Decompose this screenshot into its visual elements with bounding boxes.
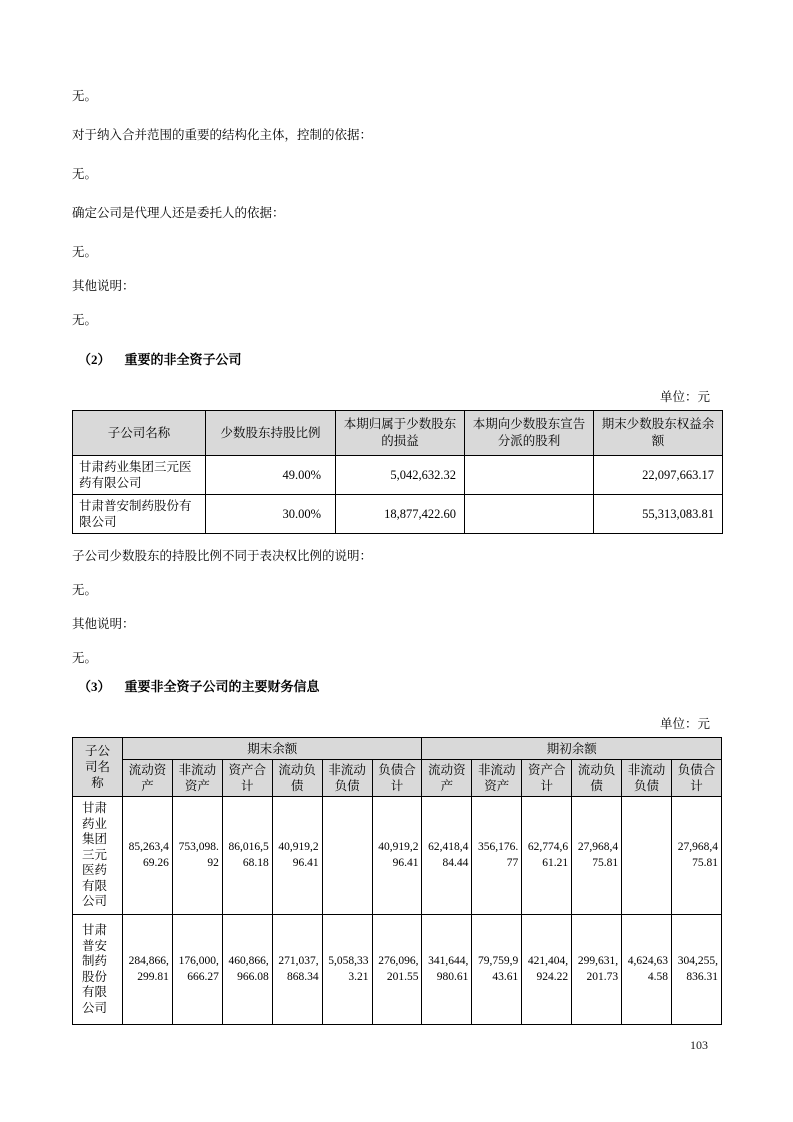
metric-header-current-assets: 流动资产 — [422, 760, 472, 797]
amount-cell: 753,098.92 — [172, 797, 222, 915]
table-subheader-row — [73, 760, 722, 797]
subsidiary-name-cell: 甘肃药业集团三元医药有限公司 — [73, 456, 206, 495]
metric-header-total-assets: 资产合计 — [522, 760, 572, 797]
paragraph: 无。 — [72, 651, 98, 665]
subsidiary-name-cell: 甘肃药业集团三元医药有限公司 — [73, 797, 123, 915]
amount-cell: 86,016,568.18 — [222, 797, 272, 915]
metric-header-total-assets: 资产合计 — [222, 760, 272, 797]
table-row — [73, 915, 722, 1025]
metric-header-current-liabilities: 流动负债 — [272, 760, 322, 797]
table-header-row — [73, 411, 723, 456]
amount-cell: 5,042,632.32 — [336, 456, 465, 495]
page-number: 103 — [690, 1038, 708, 1052]
amount-cell — [322, 797, 372, 915]
amount-cell: 40,919,296.41 — [372, 797, 422, 915]
minority-shareholders-table — [72, 410, 723, 534]
amount-cell: 22,097,663.17 — [594, 456, 723, 495]
amount-cell: 421,404,924.22 — [522, 915, 572, 1025]
amount-cell: 27,968,475.81 — [572, 797, 622, 915]
section-heading-2 — [78, 351, 722, 368]
metric-header-noncurrent-assets: 非流动资产 — [172, 760, 222, 797]
paragraph: 确定公司是代理人还是委托人的依据： — [72, 206, 285, 220]
subsidiary-financials-table — [72, 737, 722, 1025]
header-cell-dividends-declared: 本期向少数股东宣告 分派的股利 — [465, 411, 594, 456]
metric-header-current-assets: 流动资产 — [123, 760, 173, 797]
section-number: （3） — [78, 679, 111, 694]
subsidiary-name-cell: 甘肃普安制药股份有限公司 — [73, 495, 206, 534]
amount-cell: 79,759,943.61 — [472, 915, 522, 1025]
header-cell-ending-equity: 期末少数股东权益余 额 — [594, 411, 723, 456]
ratio-cell: 49.00% — [206, 456, 336, 495]
unit-label: 单位：元 — [659, 717, 710, 731]
notes-block — [72, 548, 722, 666]
header-cell-minority-ratio: 少数股东持股比例 — [206, 411, 336, 456]
unit-label: 单位：元 — [659, 390, 710, 404]
amount-cell: 40,919,296.41 — [272, 797, 322, 915]
table-group-header-row — [73, 738, 722, 760]
metric-header-noncurrent-liabilities: 非流动负债 — [622, 760, 672, 797]
paragraph: 对于纳入合并范围的重要的结构化主体，控制的依据： — [72, 128, 373, 142]
amount-cell: 271,037,868.34 — [272, 915, 322, 1025]
amount-cell — [465, 456, 594, 495]
amount-cell: 27,968,475.81 — [671, 797, 721, 915]
amount-cell: 55,313,083.81 — [594, 495, 723, 534]
paragraph: 无。 — [72, 167, 98, 181]
amount-cell — [622, 797, 672, 915]
paragraph: 无。 — [72, 313, 98, 327]
amount-cell: 62,418,484.44 — [422, 797, 472, 915]
metric-header-total-liabilities: 负债合计 — [671, 760, 721, 797]
table-row — [73, 797, 722, 915]
period-end-group-header: 期末余额 — [123, 738, 422, 760]
section-heading-3 — [78, 678, 722, 695]
header-cell-pl-attributable: 本期归属于少数股东 的损益 — [336, 411, 465, 456]
amount-cell: 276,096,201.55 — [372, 915, 422, 1025]
metric-header-noncurrent-assets: 非流动资产 — [472, 760, 522, 797]
paragraph: 子公司少数股东的持股比例不同于表决权比例的说明： — [72, 549, 373, 563]
amount-cell — [465, 495, 594, 534]
amount-cell: 18,877,422.60 — [336, 495, 465, 534]
amount-cell: 62,774,661.21 — [522, 797, 572, 915]
paragraph: 其他说明： — [72, 617, 135, 631]
ratio-cell: 30.00% — [206, 495, 336, 534]
period-begin-group-header: 期初余额 — [422, 738, 722, 760]
table-row — [73, 495, 723, 534]
section-title: 重要的非全资子公司 — [124, 352, 242, 367]
table-row — [73, 456, 723, 495]
metric-header-current-liabilities: 流动负债 — [572, 760, 622, 797]
amount-cell: 341,644,980.61 — [422, 915, 472, 1025]
header-cell-subsidiary: 子公司名称 — [73, 738, 123, 797]
subsidiary-name-cell: 甘肃普安制药股份有限公司 — [73, 915, 123, 1025]
amount-cell: 304,255,836.31 — [671, 915, 721, 1025]
section-number: （2） — [78, 352, 111, 367]
paragraph: 无。 — [72, 245, 98, 259]
amount-cell: 85,263,469.26 — [123, 797, 173, 915]
header-cell-subsidiary: 子公司名称 — [73, 411, 206, 456]
paragraph: 无。 — [72, 583, 98, 597]
amount-cell: 299,631,201.73 — [572, 915, 622, 1025]
paragraph: 无。 — [72, 89, 98, 103]
amount-cell: 284,866,299.81 — [123, 915, 173, 1025]
paragraph: 其他说明： — [72, 279, 135, 293]
metric-header-noncurrent-liabilities: 非流动负债 — [322, 760, 372, 797]
section-title: 重要非全资子公司的主要财务信息 — [124, 679, 320, 694]
metric-header-total-liabilities: 负债合计 — [372, 760, 422, 797]
amount-cell: 176,000,666.27 — [172, 915, 222, 1025]
amount-cell: 5,058,333.21 — [322, 915, 372, 1025]
amount-cell: 4,624,634.58 — [622, 915, 672, 1025]
amount-cell: 460,866,966.08 — [222, 915, 272, 1025]
amount-cell: 356,176.77 — [472, 797, 522, 915]
